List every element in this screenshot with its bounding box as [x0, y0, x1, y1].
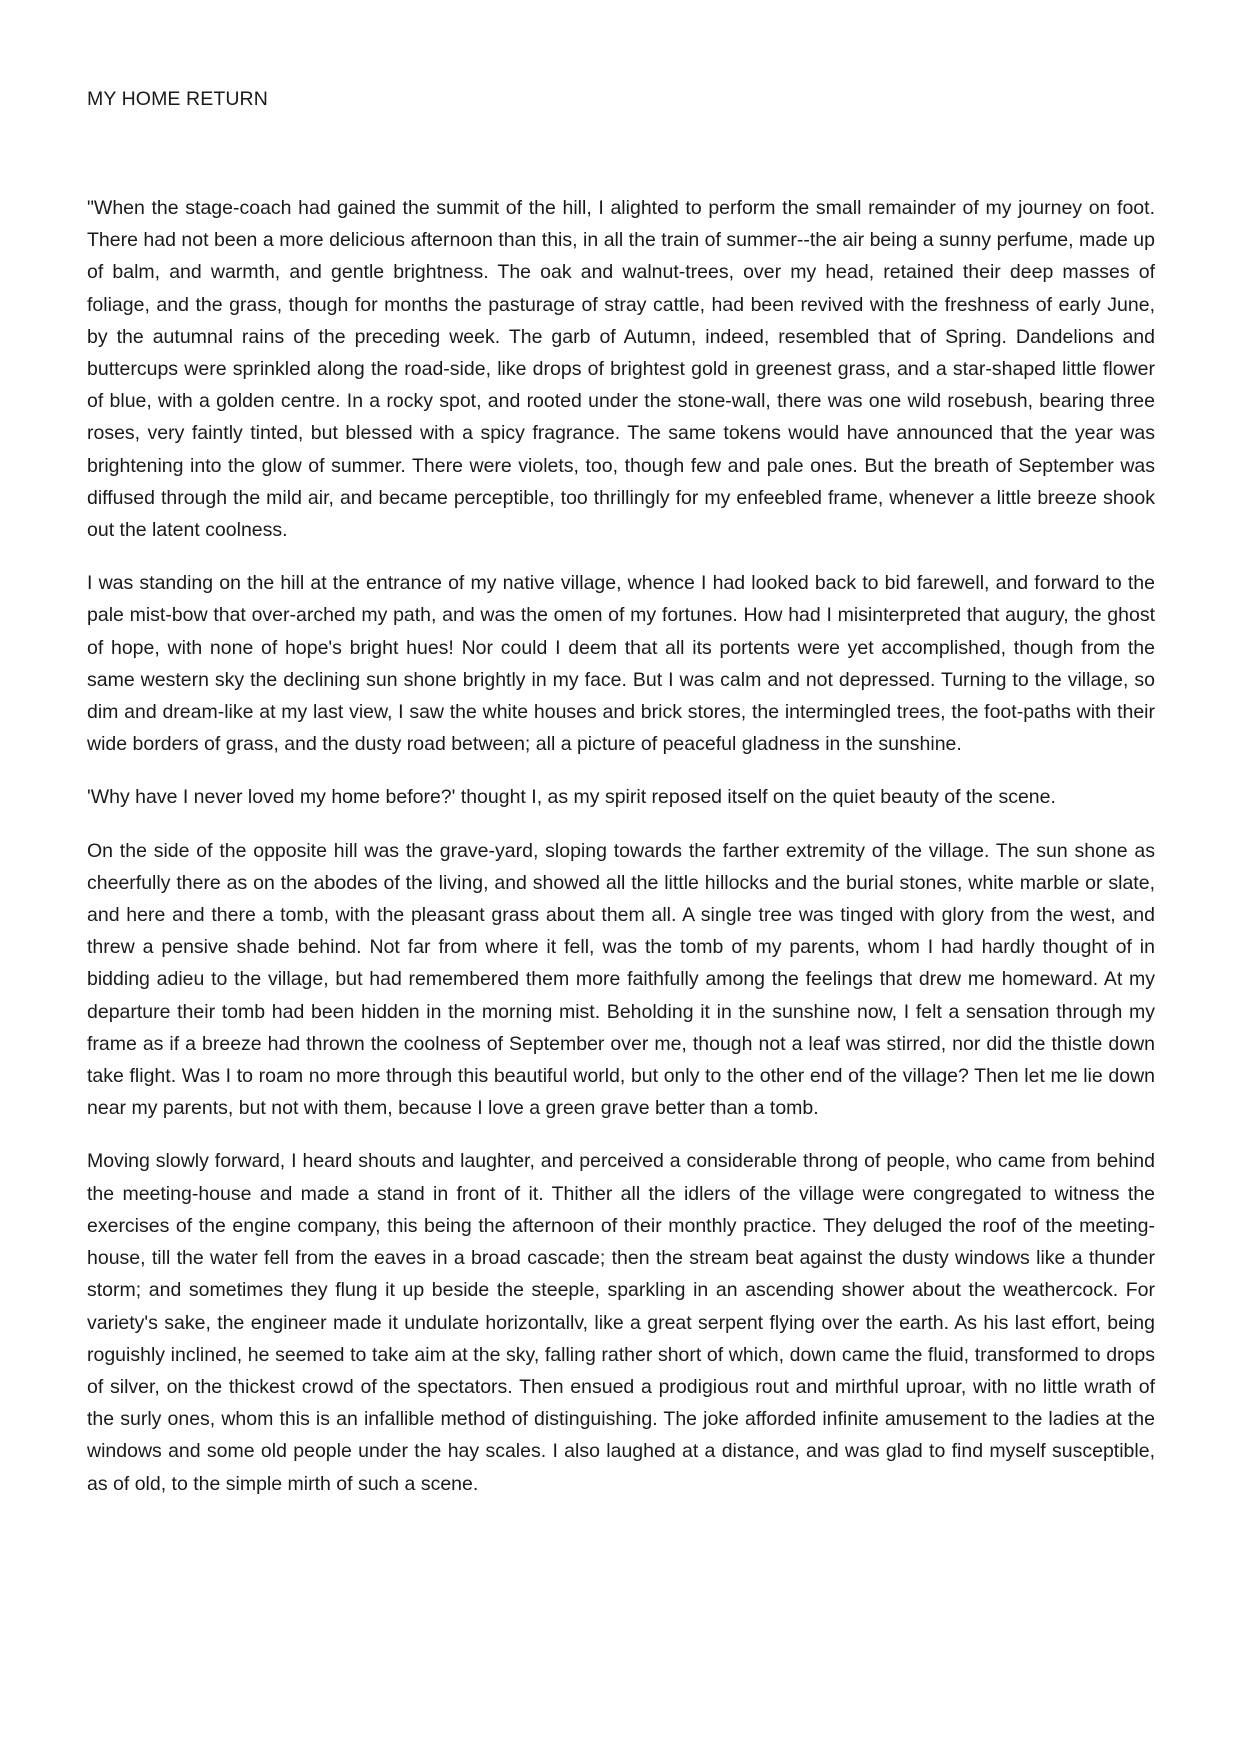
paragraph: I was standing on the hill at the entrance of my native village, whence I had looked back to bid farewell, and forward to the pale mist-bow that over-arched my path, and was the omen of my fortunes. How had I misinterpreted that augury, the ghost of hope, with none of hope's bright hues! Nor could I deem that all its portents were yet accomplished, though from the same western sky the declining sun shone brightly in my face. But I was calm and not depressed. Turning to the village, so dim and dream-like at my last view, I saw the white houses and brick stores, the intermingled trees, the foot-paths with their wide borders of grass, and the dusty road between; all a picture of peaceful gladness in the sunshine. — [87, 572, 1155, 756]
document-title: MY HOME RETURN — [87, 88, 268, 110]
paragraph: Moving slowly forward, I heard shouts and laughter, and perceived a considerable throng of people, who came from behind the meeting-house and made a stand in front of it. Thither all the idlers of the village were congregated to witness the exercises of the engine company, this being the afternoon of their monthly practice. They deluged the roof of the meeting-house, till the water fell from the eaves in a broad cascade; then the stream beat against the dusty windows like a thunder storm; and sometimes they flung it up beside the steeple, sparkling in an ascending shower about the weathercock. For variety's sake, the engineer made it undulate horizontallv, like a great serpent flying over the earth. As his last effort, being roguishly inclined, he seemed to take aim at the sky, falling rather short of which, down came the fluid, transformed to drops of silver, on the thickest crowd of the spectators. Then ensued a prodigious rout and mirthful uproar, with no little wrath of the surly ones, whom this is an infallible method of distinguishing. The joke afforded infinite amusement to the ladies at the windows and some old people under the hay scales. I also laughed at a distance, and was glad to find myself susceptible, as of old, to the simple mirth of such a scene. — [87, 1150, 1155, 1495]
paragraph: On the side of the opposite hill was the grave-yard, sloping towards the farther extremity of the village. The sun shone as cheerfully there as on the abodes of the living, and showed all the little hillocks and the burial stones, white marble or slate, and here and there a tomb, with the pleasant grass about them all. A single tree was tinged with glory from the west, and threw a pensive shade behind. Not far from where it fell, was the tomb of my parents, whom I had hardly thought of in bidding adieu to the village, but had remembered them more faithfully among the feelings that drew me homeward. At my departure their tomb had been hidden in the morning mist. Beholding it in the sunshine now, I felt a sensation through my frame as if a breeze had thrown the coolness of September over me, though not a leaf was stirred, nor did the thistle down take flight. Was I to roam no more through this beautiful world, but only to the other end of the village? Then let me lie down near my parents, but not with them, because I love a green grave better than a tomb. — [87, 839, 1155, 1120]
paragraph: 'Why have I never loved my home before?' thought I, as my spirit reposed itself on the quiet beauty of the scene. — [87, 786, 1056, 809]
paragraph: "When the stage-coach had gained the summit of the hill, I alighted to perform the small remainder of my journey on foot. There had not been a more delicious afternoon than this, in all the train of summer--the air being a sunny perfume, made up of balm, and warmth, and gentle brightness. The oak and walnut-trees, over my head, retained their deep masses of foliage, and the grass, though for months the pasturage of stray cattle, had been revived with the freshness of early June, by the autumnal rains of the preceding week. The garb of Autumn, indeed, resembled that of Spring. Dandelions and buttercups were sprinkled along the road-side, like drops of brightest gold in greenest grass, and a star-shaped little flower of blue, with a golden centre. In a rocky spot, and rooted under the stone-wall, there was one wild rosebush, bearing three roses, very faintly tinted, but blessed with a spicy fragrance. The same tokens would have announced that the year was brightening into the glow of summer. There were violets, too, though few and pale ones. But the breath of September was diffused through the mild air, and became perceptible, too thrillingly for my enfeebled frame, whenever a little breeze shook out the latent coolness. — [87, 197, 1155, 542]
document-page — [87, 84, 1155, 1521]
